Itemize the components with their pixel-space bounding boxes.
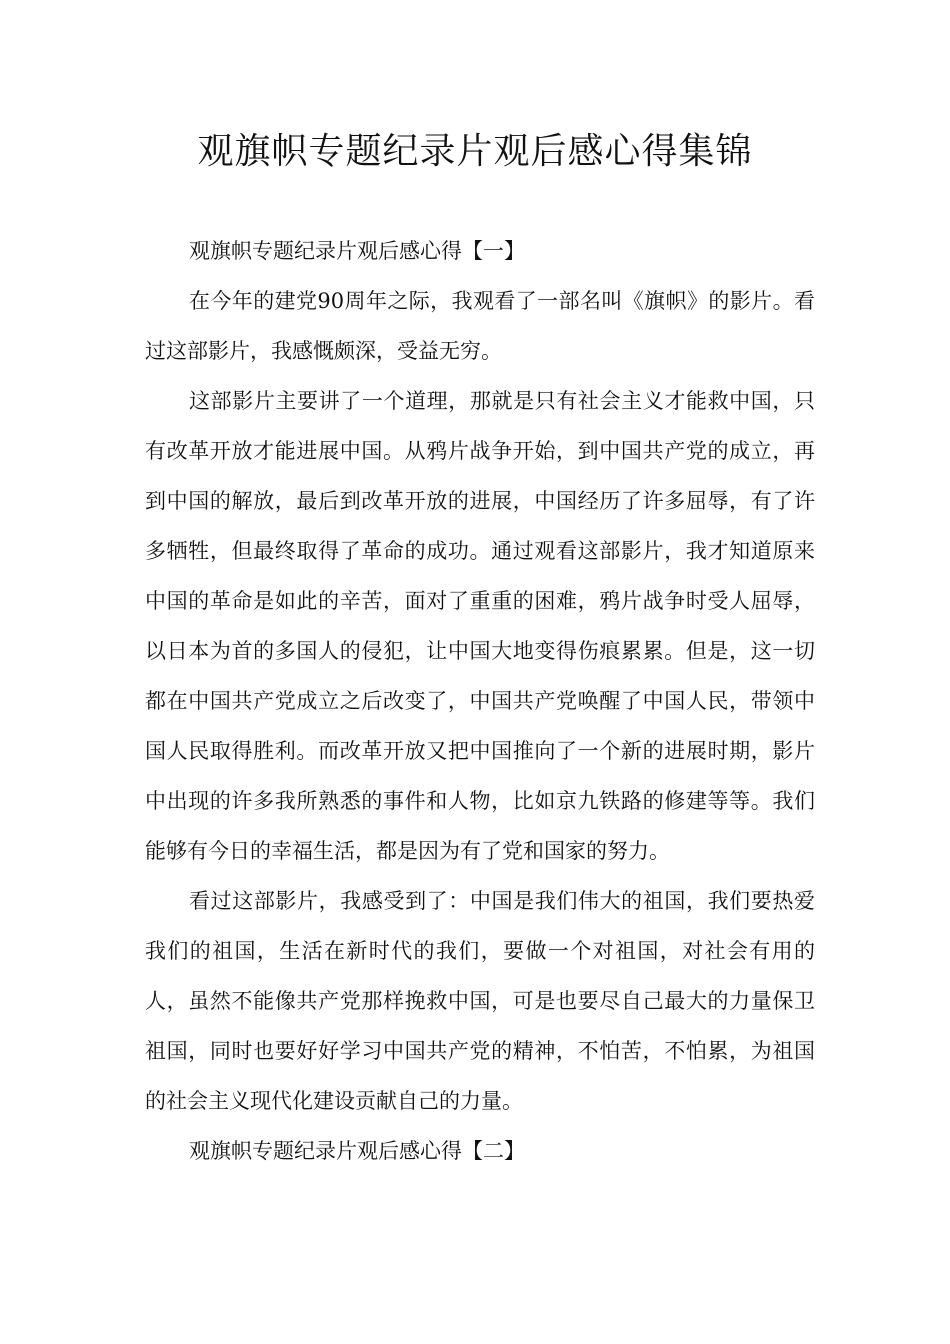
paragraph-3: 看过这部影片，我感受到了：中国是我们伟大的祖国，我们要热爱我们的祖国，生活在新时代的我们，要做一个对祖国，对社会有用的人，虽然不能像共产党那样挽救中国，可是也要尽自己最大的力量保卫祖国，同时也要好好学习中国共产党的精神，不怕苦，不怕累，为祖国的社会主义现代化建设贡献自己的力量。 [145,889,815,1113]
document-body [145,226,815,1176]
section-heading-1: 观旗帜专题纪录片观后感心得【一】 [189,239,525,263]
section-heading-2: 观旗帜专题纪录片观后感心得【二】 [189,1139,525,1163]
paragraph-2: 这部影片主要讲了一个道理，那就是只有社会主义才能救中国，只有改革开放才能进展中国。从鸦片战争开始，到中国共产党的成立，再到中国的解放，最后到改革开放的进展，中国经历了许多屈辱，有了许多牺牲，但最终取得了革命的成功。通过观看这部影片，我才知道原来中国的革命是如此的辛苦，面对了重重的困难，鸦片战争时受人屈辱，以日本为首的多国人的侵犯，让中国大地变得伤痕累累。但是，这一切都在中国共产党成立之后改变了，中国共产党唤醒了中国人民，带领中国人民取得胜利。而改革开放又把中国推向了一个新的进展时期，影片中出现的许多我所熟悉的事件和人物，比如京九铁路的修建等等。我们能够有今日的幸福生活，都是因为有了党和国家的努力。 [145,389,815,863]
document-title: 观旗帜专题纪录片观后感心得集锦 [197,131,753,172]
paragraph-1: 在今年的建党90周年之际，我观看了一部名叫《旗帜》的影片。看过这部影片，我感慨颇深，受益无穷。 [145,289,815,363]
